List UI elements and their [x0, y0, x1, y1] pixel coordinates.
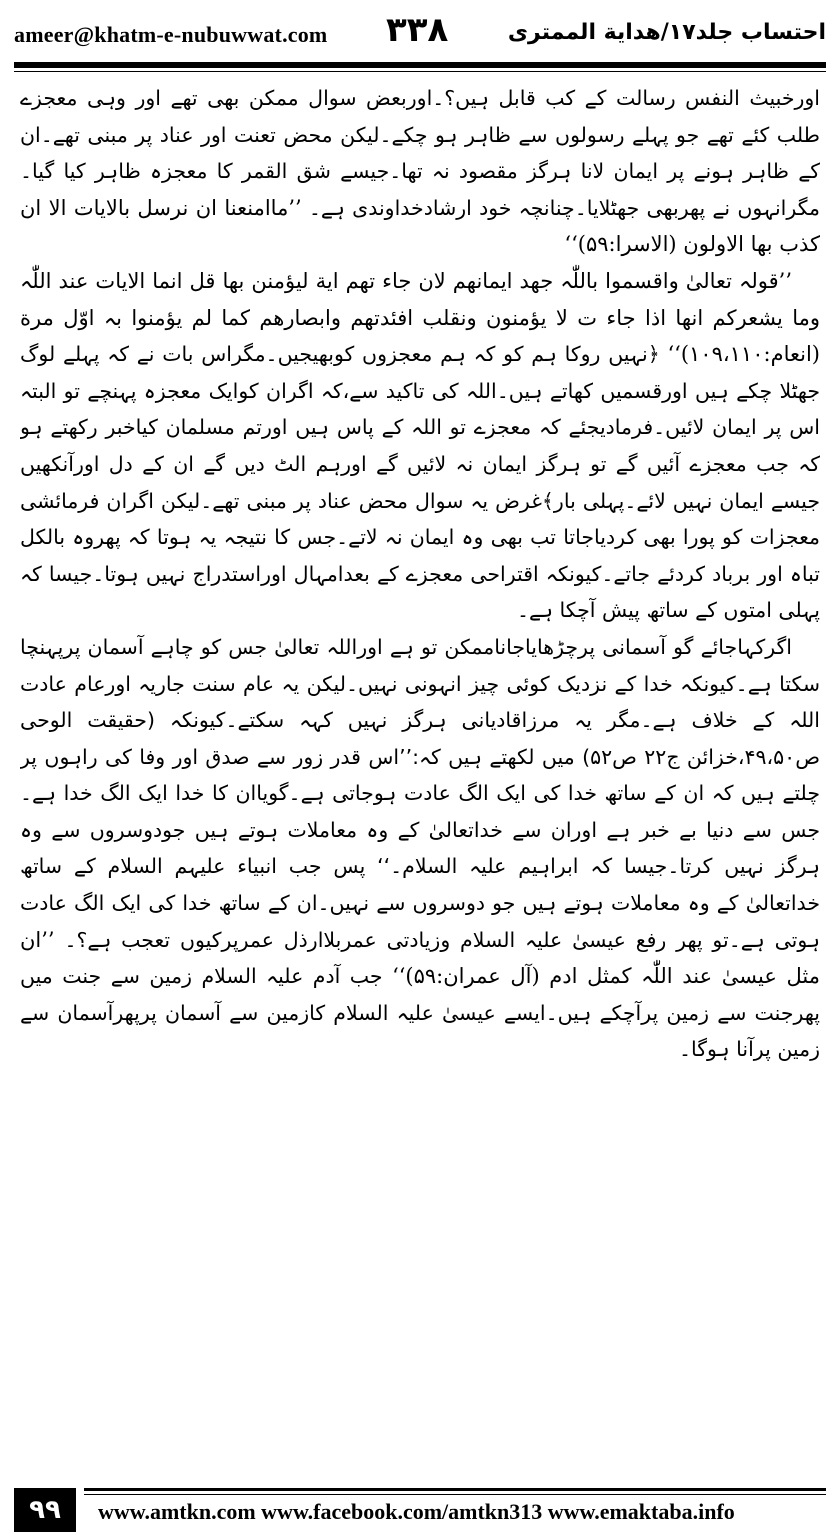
header-title: احتساب جلد۱۷/هدایة الممتری	[507, 20, 826, 45]
header-page-number: ۳۳۸	[386, 10, 449, 50]
paragraph-1	[20, 80, 820, 263]
paragraph-2-text: ﴿نہیں روکا ہم کو کہ ہم معجزوں کوبھیجیں۔مگراس بات نے کہ پہلے لوگ جھٹلا چکے ہیں اورقسمیں کھاتے ہیں۔اللہ کی تاکید سے،کہ اگران کوایک معجزہ پہنچے تو البتہ اس پر ایمان لائیں۔فرمادیجئے کہ معجزے تو اللہ کے پاس ہیں اورتم مسلمان کیاخبر رکھتے ہو کہ جب معجزے آئیں گے تو ہرگز ایمان نہ لائیں گے اورہم الٹ دیں گے ان کے دل اورآنکھیں جیسے ایمان نہیں لائے۔پہلی بار﴾غرض یہ سوال محض عناد پر مبنی تھے۔لیکن اگران فرمائشی معجزات کو پورا بھی کردیاجاتا تب بھی وہ ایمان نہ لاتے۔جس کا نتیجہ یہ ہوتا کہ پھروہ بالکل تباہ اور برباد کردئے جاتے۔کیونکہ اقتراحی معجزے کے بعدامہال اوراستدراج نہیں ہوتا۔جیسا کہ پہلی امتوں کے ساتھ پیش آچکا ہے۔	[20, 342, 820, 623]
footer-links	[98, 1499, 735, 1525]
paragraph-3-ending: جب آدم علیہ السلام زمین سے جنت میں پھرجنت سے زمین پرآچکے ہیں۔ایسے عیسیٰ علیہ السلام کازمین سے آسمان پرپھرآسمان سے زمین پرآنا ہوگا۔	[20, 964, 820, 1062]
paragraph-2	[20, 263, 820, 629]
header-rule	[14, 62, 826, 68]
paragraph-3-text: اگرکہاجائے گو آسمانی پرچڑھایاجاناممکن تو ہے اوراللہ تعالیٰ جس کو چاہے آسمان پرپہنچا سکتا ہے۔کیونکہ خدا کے نزدیک کوئی چیز انہونی نہیں۔لیکن یہ عام سنت جاریہ اورعام عادت اللہ کے خلاف ہے۔مگر یہ مرزاقادیانی ہرگز نہیں کہہ سکتے۔کیونکہ (حقیقت الوحی ص۴۹،۵۰،خزائن ج۲۲ ص۵۲) میں لکھتے ہیں کہ:’’اس قدر زور سے صدق اور وفا کی راہوں پر چلتے ہیں کہ ان کے ساتھ خدا کی ایک الگ عادت ہوجاتی ہے۔گویاان کا خدا ایک الگ خدا ہے۔جس سے دنیا بے خبر ہے اوران سے خداتعالیٰ کے وہ معاملات ہوتے ہیں جودوسروں سے وہ ہرگز نہیں کرتا۔جیسا کہ ابراہیم علیہ السلام۔‘‘ پس جب انبیاء علیہم السلام کے ساتھ خداتعالیٰ کے وہ معاملات ہوتے ہیں جو دوسروں سے نہیں۔ان کے ساتھ خدا کی ایک الگ عادت ہوتی ہے۔تو پھر رفع عیسیٰ علیہ السلام وزیادتی عمربلاارذل عمرپرکیوں تعجب ہے؟۔	[20, 634, 820, 952]
page-header	[14, 8, 826, 60]
paragraph-3	[20, 629, 820, 1068]
paragraph-1-arabic-quote: ’’ماامنعنا ان نرسل بالایات الا ان کذب بھا الاولون (الاسرا:۵۹)‘‘	[20, 195, 820, 257]
page-footer	[14, 1488, 826, 1532]
header-email: ameer@khatm-e-nubuwwat.com	[14, 22, 328, 47]
header-rule-thin	[14, 71, 826, 72]
footer-rule-thin	[84, 1494, 826, 1495]
footer-page-badge: ۹۹	[14, 1488, 76, 1532]
paragraph-1-text: اورخبیث النفس رسالت کے کب قابل ہیں؟۔اوربعض سوال ممکن بھی تھے اور وہی معجزے طلب کئے تھے جو پہلے رسولوں سے ظاہر ہو چکے۔لیکن محض تعنت اور عناد پر مبنی تھے۔ان کے ظاہر ہونے پر ایمان لانا ہرگز مقصود نہ تھا۔جیسے شق القمر کا معجزہ ظاہر کیا گیا۔مگرانہوں نے پھربھی جھٹلایا۔چنانچہ خود ارشادخداوندی ہے۔	[20, 86, 820, 220]
footer-website-links[interactable]: www.amtkn.com www.facebook.com/amtkn313 www.emaktaba.info	[98, 1499, 735, 1524]
paragraph-3-arabic-quote: ’’ان مثل عیسیٰ عند اللّٰہ کمثل ادم (آل عمران:۵۹)‘‘	[20, 927, 820, 989]
footer-rule	[84, 1488, 826, 1491]
paragraph-2-arabic-quote: ’’قولہ تعالیٰ واقسموا باللّٰہ جھد ایمانھم لان جاء تھم ایة لیؤمنن بھا قل انما الایات عند اللّٰہ وما یشعرکم انھا اذا جاء ت لا یؤمنون ونقلب افئدتھم وابصارھم کما لم یؤمنوا بہ اوّل مرة (انعام:۱۰۹،۱۱۰)‘‘	[20, 268, 820, 367]
page-body	[20, 80, 820, 1462]
